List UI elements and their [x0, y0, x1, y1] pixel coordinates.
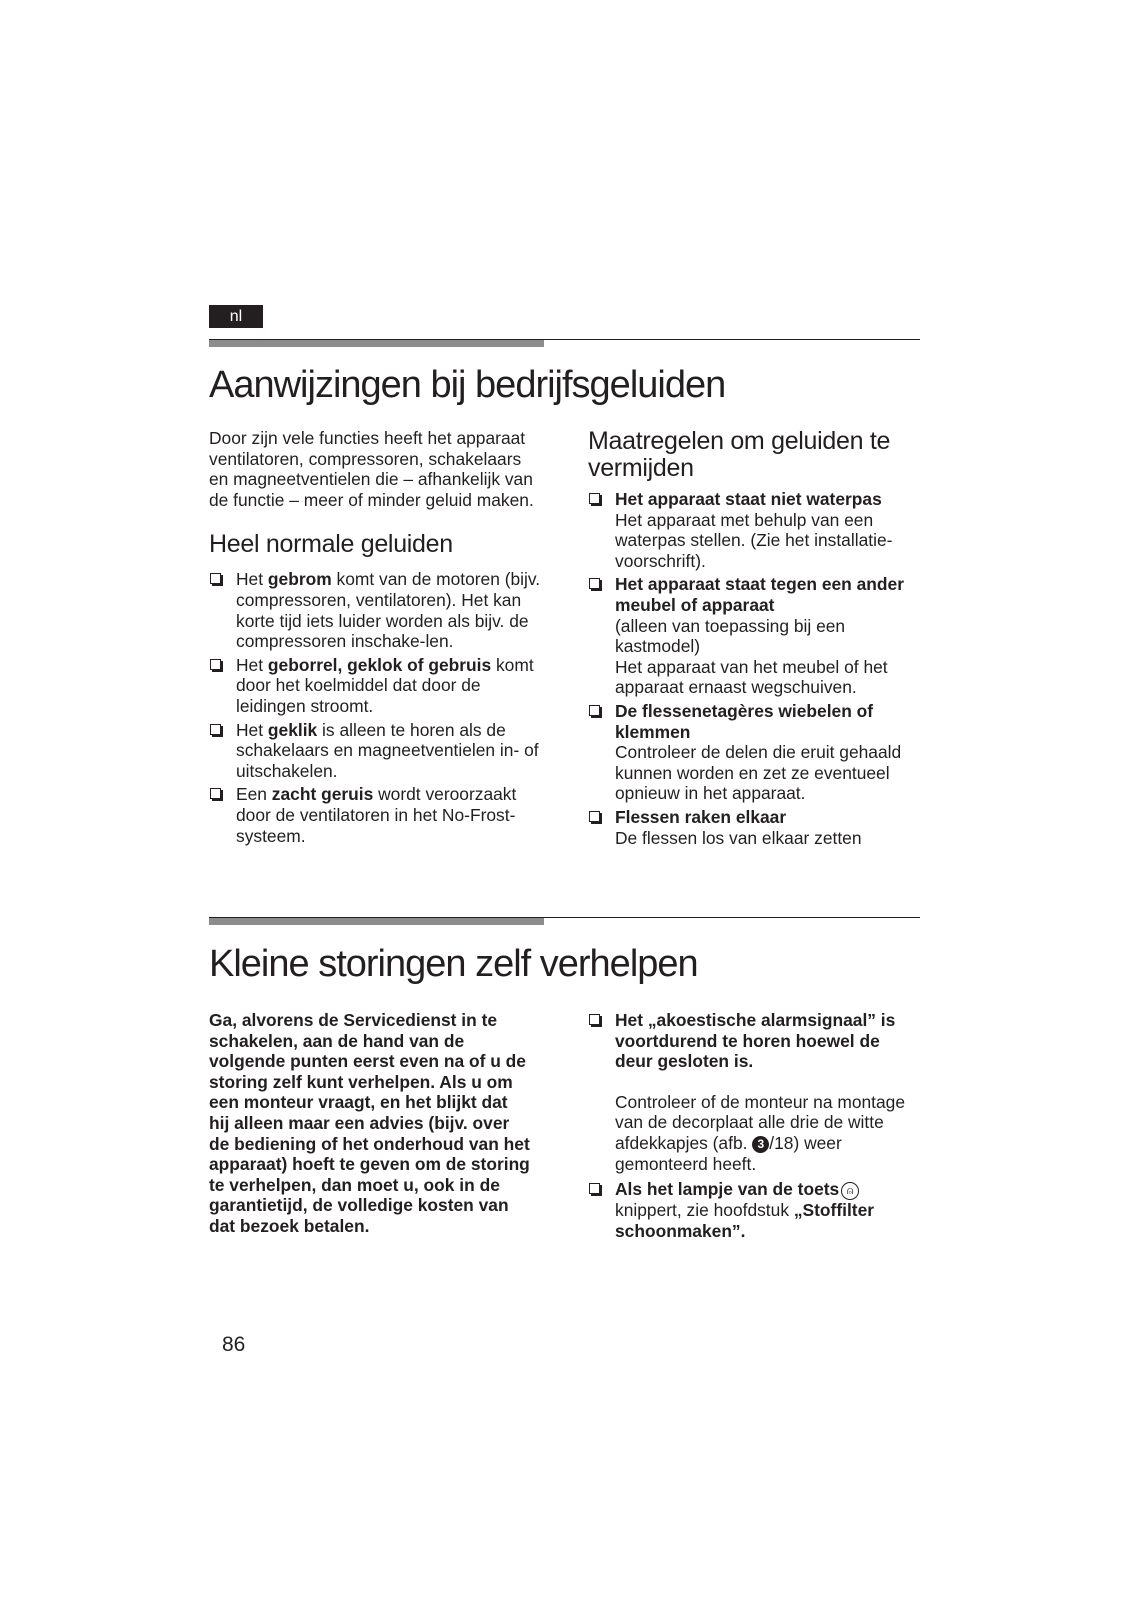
list-item: Het apparaat staat niet waterpas Het apparaat met behulp van een waterpas stellen. (Zie het installatie-voorschrift). — [588, 489, 920, 571]
list-item: Het geklik is alleen te horen als de schakelaars en magneetventielen in- of uitschakelen. — [209, 720, 549, 782]
alarm-bell-icon: ⍝ — [841, 1182, 859, 1200]
measures-list — [588, 489, 920, 848]
page-number: 86 — [222, 1333, 246, 1356]
troubleshooting-intro: Ga, alvorens de Servicedienst in te schakelen, aan de hand van de volgende punten eerst even na of u de storing zelf kunt verhelpen. Als u om een monteur vraagt, en het blijkt dat hij alleen maar een advies (bijv. over de bediening of het onderhoud van het apparaat) hoeft te geven om de storing te verhelpen, dan moet u, ook in de garantietijd, de volledige kosten van dat bezoek betalen. — [209, 1010, 530, 1236]
list-item: De flessenetagères wiebelen of klemmen Controleer de delen die eruit gehaald kunnen worden en zet ze eventueel opnieuw in het apparaat. — [588, 701, 920, 804]
normal-sounds-list — [209, 569, 549, 846]
right-column-measures — [588, 428, 920, 851]
section-title-operating-noises: Aanwijzingen bij bedrijfsgeluiden — [209, 364, 726, 406]
list-item: Het geborrel, geklok of gebruis komt door het koelmiddel dat door de leidingen stroomt. — [209, 655, 549, 717]
checkbox-bullet-icon — [210, 724, 221, 735]
list-item: Het apparaat staat tegen een ander meubel of apparaat (alleen van toepassing bij een kastmodel) Het apparaat van het meubel of het apparaat ernaast wegschuiven. — [588, 574, 920, 698]
language-tab: nl — [209, 305, 263, 328]
list-item: Het gebrom komt van de motoren (bijv. compressoren, ventilatoren). Het kan korte tijd iets luider worden als bijv. de compressoren inschake-len. — [209, 569, 549, 651]
checkbox-bullet-icon — [210, 659, 221, 670]
left-column-troubleshooting — [209, 1010, 531, 1237]
subheading-measures: Maatregelen om geluiden te vermijden — [588, 427, 891, 482]
checkbox-bullet-icon — [210, 788, 221, 799]
list-item: Het „akoestische alarmsignaal” is voortdurend te horen hoewel de deur gesloten is. Controleer of de monteur na montage van de decorplaat alle drie de witte afdekkapjes (afb. 3 /18) weer gemonteerd heeft. — [588, 1010, 920, 1174]
list-item: Flessen raken elkaar De flessen los van elkaar zetten — [588, 807, 920, 848]
section-divider-line — [209, 339, 920, 340]
subheading-normal-sounds: Heel normale geluiden — [209, 530, 453, 559]
left-column-noises — [209, 428, 549, 849]
list-item: Als het lampje van de toets ⍝ knippert, zie hoofdstuk „Stoffilter schoonmaken”. — [588, 1179, 920, 1241]
checkbox-bullet-icon — [589, 1014, 600, 1025]
checkbox-bullet-icon — [589, 705, 600, 716]
checkbox-bullet-icon — [589, 493, 600, 504]
section-divider-bar — [209, 339, 544, 347]
right-column-troubleshooting — [588, 1010, 920, 1244]
checkbox-bullet-icon — [589, 1183, 600, 1194]
list-item: Een zacht geruis wordt veroorzaakt door de ventilatoren in het No-Frost-systeem. — [209, 784, 549, 846]
checkbox-bullet-icon — [589, 578, 600, 589]
section-divider-line — [209, 917, 920, 918]
figure-number-badge: 3 — [752, 1136, 769, 1153]
checkbox-bullet-icon — [210, 573, 221, 584]
checkbox-bullet-icon — [589, 811, 600, 822]
section-title-troubleshooting: Kleine storingen zelf verhelpen — [209, 943, 698, 985]
intro-paragraph: Door zijn vele functies heeft het apparaat ventilatoren, compressoren, schakelaars en magneetventielen die – afhankelijk van de functie – meer of minder geluid maken. — [209, 428, 534, 510]
section-divider-bar — [209, 917, 544, 925]
troubleshooting-list — [588, 1010, 920, 1241]
